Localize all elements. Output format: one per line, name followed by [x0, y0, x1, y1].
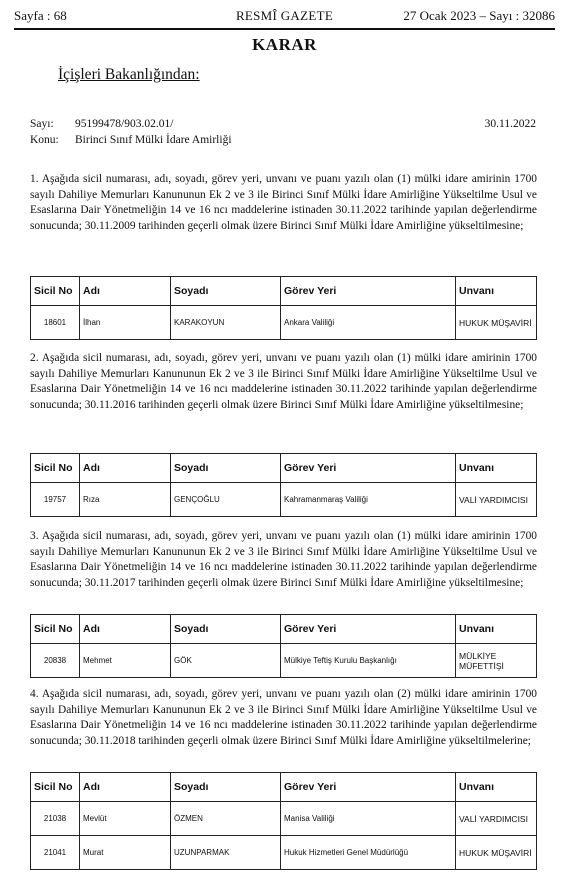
- cell-gorev: Kahramanmaraş Valiliği: [281, 483, 456, 517]
- cell-sicil: 19757: [31, 483, 80, 517]
- col-unvani: Unvanı: [456, 615, 537, 644]
- cell-gorev: Ankara Valiliği: [281, 306, 456, 340]
- table-header-row: [31, 773, 537, 802]
- col-adi: Adı: [80, 773, 171, 802]
- col-gorev-yeri: Görev Yeri: [281, 454, 456, 483]
- table-section-3: [30, 614, 537, 678]
- table-header-row: [31, 277, 537, 306]
- header-divider: [14, 28, 555, 30]
- paragraph-2: 2. Aşağıda sicil numarası, adı, soyadı, görev yeri, unvanı ve puanı yazılı olan (1) mülki idare amirinin 1700 sayılı Dahiliye Memurları Kanununun Ek 2 ve 3 ile Birinci Sınıf Mülki İdare Amirliğine Yükseltilme Usul ve Esaslarına Dair Yönetmeliğin 14 ve 16 ncı maddelerine istinaden 30.11.2022 tarihinde yapılan değerlendirme sonucunda; 30.11.2016 tarihinden geçerli olmak üzere Birinci Sınıf Mülki İdare Amirliğine yükseltilmesine;: [30, 352, 537, 411]
- col-adi: Adı: [80, 615, 171, 644]
- cell-gorev: Hukuk Hizmetleri Genel Müdürlüğü: [281, 836, 456, 870]
- table-row: [31, 483, 537, 517]
- gazette-name: RESMÎ GAZETE: [235, 8, 334, 23]
- col-adi: Adı: [80, 277, 171, 306]
- col-unvani: Unvanı: [456, 277, 537, 306]
- paragraph-1: 1. Aşağıda sicil numarası, adı, soyadı, görev yeri, unvanı ve puanı yazılı olan (1) mülki idare amirinin 1700 sayılı Dahiliye Memurları Kanununun Ek 2 ve 3 ile Birinci Sınıf Mülki İdare Amirliğine Yükseltilme Usul ve Esaslarına Dair Yönetmeliğin 14 ve 16 ncı maddelerine istinaden 30.11.2022 tarihinde yapılan değerlendirme sonucunda; 30.11.2009 tarihinden geçerli olmak üzere Birinci Sınıf Mülki İdare Amirliğine yükseltilmesine;: [30, 173, 537, 232]
- col-gorev-yeri: Görev Yeri: [281, 773, 456, 802]
- col-sicil-no: Sicil No: [31, 773, 80, 802]
- cell-unvan: VALİ YARDIMCISI: [456, 483, 537, 517]
- table-header-row: [31, 454, 537, 483]
- cell-adi: Mevlüt: [80, 802, 171, 836]
- col-adi: Adı: [80, 454, 171, 483]
- document-date: 30.11.2022: [484, 118, 536, 130]
- cell-sicil: 20838: [31, 644, 80, 678]
- col-soyadi: Soyadı: [171, 454, 281, 483]
- cell-unvan: HUKUK MÜŞAVİRİ: [456, 306, 537, 340]
- table-header-row: [31, 615, 537, 644]
- paragraph-4: 4. Aşağıda sicil numarası, adı, soyadı, görev yeri, unvanı ve puanı yazılı olan (2) mülki idare amirinin 1700 sayılı Dahiliye Memurları Kanununun Ek 2 ve 3 ile Birinci Sınıf Mülki İdare Amirliğine Yükseltilme Usul ve Esaslarına Dair Yönetmeliğin 14 ve 16 ncı maddelerine istinaden 30.11.2022 tarihinde yapılan değerlendirme sonucunda; 30.11.2018 tarihinden geçerli olmak üzere Birinci Sınıf Mülki İdare Amirliğine yükseltilmelerine;: [30, 688, 537, 747]
- konu-label: Konu:: [30, 134, 59, 146]
- col-gorev-yeri: Görev Yeri: [281, 615, 456, 644]
- table-row: [31, 802, 537, 836]
- cell-soyadi: GENÇOĞLU: [171, 483, 281, 517]
- page-title: KARAR: [252, 35, 317, 54]
- cell-adi: Murat: [80, 836, 171, 870]
- ministry-heading: İçişleri Bakanlığından:: [58, 66, 200, 83]
- cell-unvan: MÜLKİYE MÜFETTİŞİ: [456, 644, 537, 678]
- col-soyadi: Soyadı: [171, 773, 281, 802]
- cell-sicil: 18601: [31, 306, 80, 340]
- col-unvani: Unvanı: [456, 773, 537, 802]
- konu-value: Birinci Sınıf Mülki İdare Amirliği: [75, 134, 232, 146]
- cell-soyadi: UZUNPARMAK: [171, 836, 281, 870]
- cell-adi: İlhan: [80, 306, 171, 340]
- cell-unvan: VALİ YARDIMCISI: [456, 802, 537, 836]
- cell-gorev: Manisa Valiliği: [281, 802, 456, 836]
- table-section-1: [30, 276, 537, 340]
- col-soyadi: Soyadı: [171, 277, 281, 306]
- col-sicil-no: Sicil No: [31, 615, 80, 644]
- sayi-value: 95199478/903.02.01/: [75, 118, 174, 130]
- cell-gorev: Mülkiye Teftiş Kurulu Başkanlığı: [281, 644, 456, 678]
- table-section-4: [30, 772, 537, 870]
- cell-soyadi: ÖZMEN: [171, 802, 281, 836]
- cell-unvan: HUKUK MÜŞAVİRİ: [456, 836, 537, 870]
- gazette-header: [14, 8, 555, 26]
- issue-date: 27 Ocak 2023 – Sayı : 32086: [403, 8, 555, 23]
- col-sicil-no: Sicil No: [31, 454, 80, 483]
- paragraph-3: 3. Aşağıda sicil numarası, adı, soyadı, görev yeri, unvanı ve puanı yazılı olan (1) mülki idare amirinin 1700 sayılı Dahiliye Memurları Kanununun Ek 2 ve 3 ile Birinci Sınıf Mülki İdare Amirliğine Yükseltilme Usul ve Esaslarına Dair Yönetmeliğin 14 ve 16 ncı maddelerine istinaden 30.11.2022 tarihinde yapılan değerlendirme sonucunda; 30.11.2017 tarihinden geçerli olmak üzere Birinci Sınıf Mülki İdare Amirliğine yükseltilmesine;: [30, 530, 537, 589]
- table-section-2: [30, 453, 537, 517]
- cell-soyadi: KARAKOYUN: [171, 306, 281, 340]
- col-soyadi: Soyadı: [171, 615, 281, 644]
- cell-sicil: 21038: [31, 802, 80, 836]
- cell-sicil: 21041: [31, 836, 80, 870]
- col-unvani: Unvanı: [456, 454, 537, 483]
- cell-soyadi: GÖK: [171, 644, 281, 678]
- sayi-label: Sayı:: [30, 118, 54, 130]
- table-row: [31, 306, 537, 340]
- table-row: [31, 644, 537, 678]
- col-sicil-no: Sicil No: [31, 277, 80, 306]
- col-gorev-yeri: Görev Yeri: [281, 277, 456, 306]
- table-row: [31, 836, 537, 870]
- cell-adi: Rıza: [80, 483, 171, 517]
- page-number: Sayfa : 68: [14, 8, 67, 23]
- cell-adi: Mehmet: [80, 644, 171, 678]
